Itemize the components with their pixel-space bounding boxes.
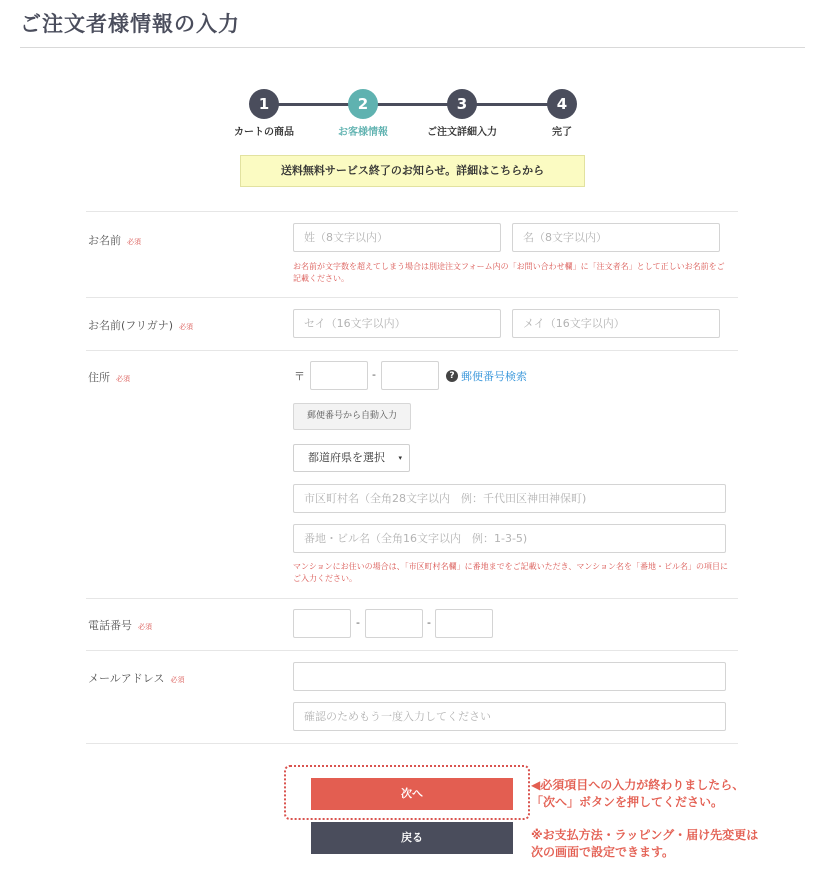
step-2-label: お客様情報 bbox=[338, 127, 388, 138]
email-label bbox=[88, 670, 184, 686]
required-badge: 必須 bbox=[179, 323, 194, 331]
step-3-label: ご注文詳細入力 bbox=[427, 127, 497, 138]
title-divider bbox=[20, 47, 805, 48]
required-badge: 必須 bbox=[138, 623, 152, 631]
kana-label-text: お名前(フリガナ) bbox=[88, 319, 174, 332]
address-label-text: 住所 bbox=[88, 371, 110, 384]
prefecture-select[interactable] bbox=[293, 444, 410, 472]
email-input[interactable] bbox=[293, 662, 726, 691]
first-name-kana-input[interactable] bbox=[512, 309, 720, 338]
postal-autofill-button[interactable]: 郵便番号から自動入力 bbox=[293, 403, 411, 430]
annotation-line-4: 次の画面で設定できます。 bbox=[531, 845, 675, 859]
annotation-line-2: 「次へ」ボタンを押してください。 bbox=[531, 795, 724, 809]
first-name-input[interactable] bbox=[512, 223, 720, 252]
help-icon[interactable]: ? bbox=[446, 370, 458, 382]
city-input[interactable] bbox=[293, 484, 726, 513]
step-4-label: 完了 bbox=[552, 127, 572, 138]
phone-exchange-input[interactable] bbox=[365, 609, 423, 638]
phone-dash: - bbox=[427, 616, 431, 629]
required-badge: 必須 bbox=[170, 676, 185, 684]
email-label-text: メールアドレス bbox=[88, 672, 165, 685]
row-divider bbox=[86, 297, 738, 298]
phone-area-input[interactable] bbox=[293, 609, 351, 638]
phone-number-input[interactable] bbox=[435, 609, 493, 638]
postal-search-link[interactable]: 郵便番号検索 bbox=[461, 370, 527, 383]
row-divider bbox=[86, 211, 738, 212]
street-input[interactable] bbox=[293, 524, 726, 553]
step-3-circle: 3 bbox=[447, 89, 477, 119]
phone-label bbox=[88, 617, 152, 633]
annotation-line-3: ※お支払方法・ラッピング・届け先変更は bbox=[531, 828, 759, 842]
back-button[interactable]: 戻る bbox=[311, 822, 513, 854]
postal-dash: - bbox=[372, 368, 376, 381]
row-divider bbox=[86, 743, 738, 744]
phone-dash: - bbox=[356, 616, 360, 629]
step-1-circle: 1 bbox=[249, 89, 279, 119]
postal-mark: 〒 bbox=[294, 370, 305, 383]
name-label bbox=[88, 232, 141, 248]
row-divider bbox=[86, 350, 738, 351]
name-note: お名前が文字数を超えてしまう場合は別途注文フォーム内の「お問い合わせ欄」に「注文者名」として正しいお名前をご記載ください。 bbox=[293, 262, 725, 283]
name-label-text: お名前 bbox=[88, 234, 121, 247]
annotation-line-1: ◀必須項目への入力が終わりましたら、 bbox=[531, 778, 745, 792]
address-note: マンションにお住いの場合は、「市区町村名欄」に番地までをご記載いただき、マンション名を「番地・ビル名」の項目にご入力ください。 bbox=[293, 562, 728, 583]
prefecture-select-value: 都道府県を選択 bbox=[308, 451, 385, 464]
chevron-down-icon: ▾ bbox=[398, 454, 402, 462]
next-button[interactable]: 次へ bbox=[311, 778, 513, 810]
step-connector bbox=[264, 103, 562, 106]
postal-code-first-input[interactable] bbox=[310, 361, 368, 390]
postal-code-second-input[interactable] bbox=[381, 361, 439, 390]
step-4-circle: 4 bbox=[547, 89, 577, 119]
required-badge: 必須 bbox=[116, 375, 130, 383]
step-1-label: カートの商品 bbox=[234, 127, 294, 138]
row-divider bbox=[86, 598, 738, 599]
step-2-circle: 2 bbox=[348, 89, 378, 119]
last-name-input[interactable] bbox=[293, 223, 501, 252]
phone-label-text: 電話番号 bbox=[88, 619, 132, 632]
kana-label bbox=[88, 317, 193, 333]
address-label bbox=[88, 369, 130, 385]
row-divider bbox=[86, 650, 738, 651]
email-confirm-input[interactable] bbox=[293, 702, 726, 731]
notice-banner[interactable]: 送料無料サービス終了のお知らせ。詳細はこちらから bbox=[240, 155, 585, 187]
required-badge: 必須 bbox=[127, 238, 141, 246]
page-title: ご注文者様情報の入力 bbox=[20, 12, 240, 36]
last-name-kana-input[interactable] bbox=[293, 309, 501, 338]
